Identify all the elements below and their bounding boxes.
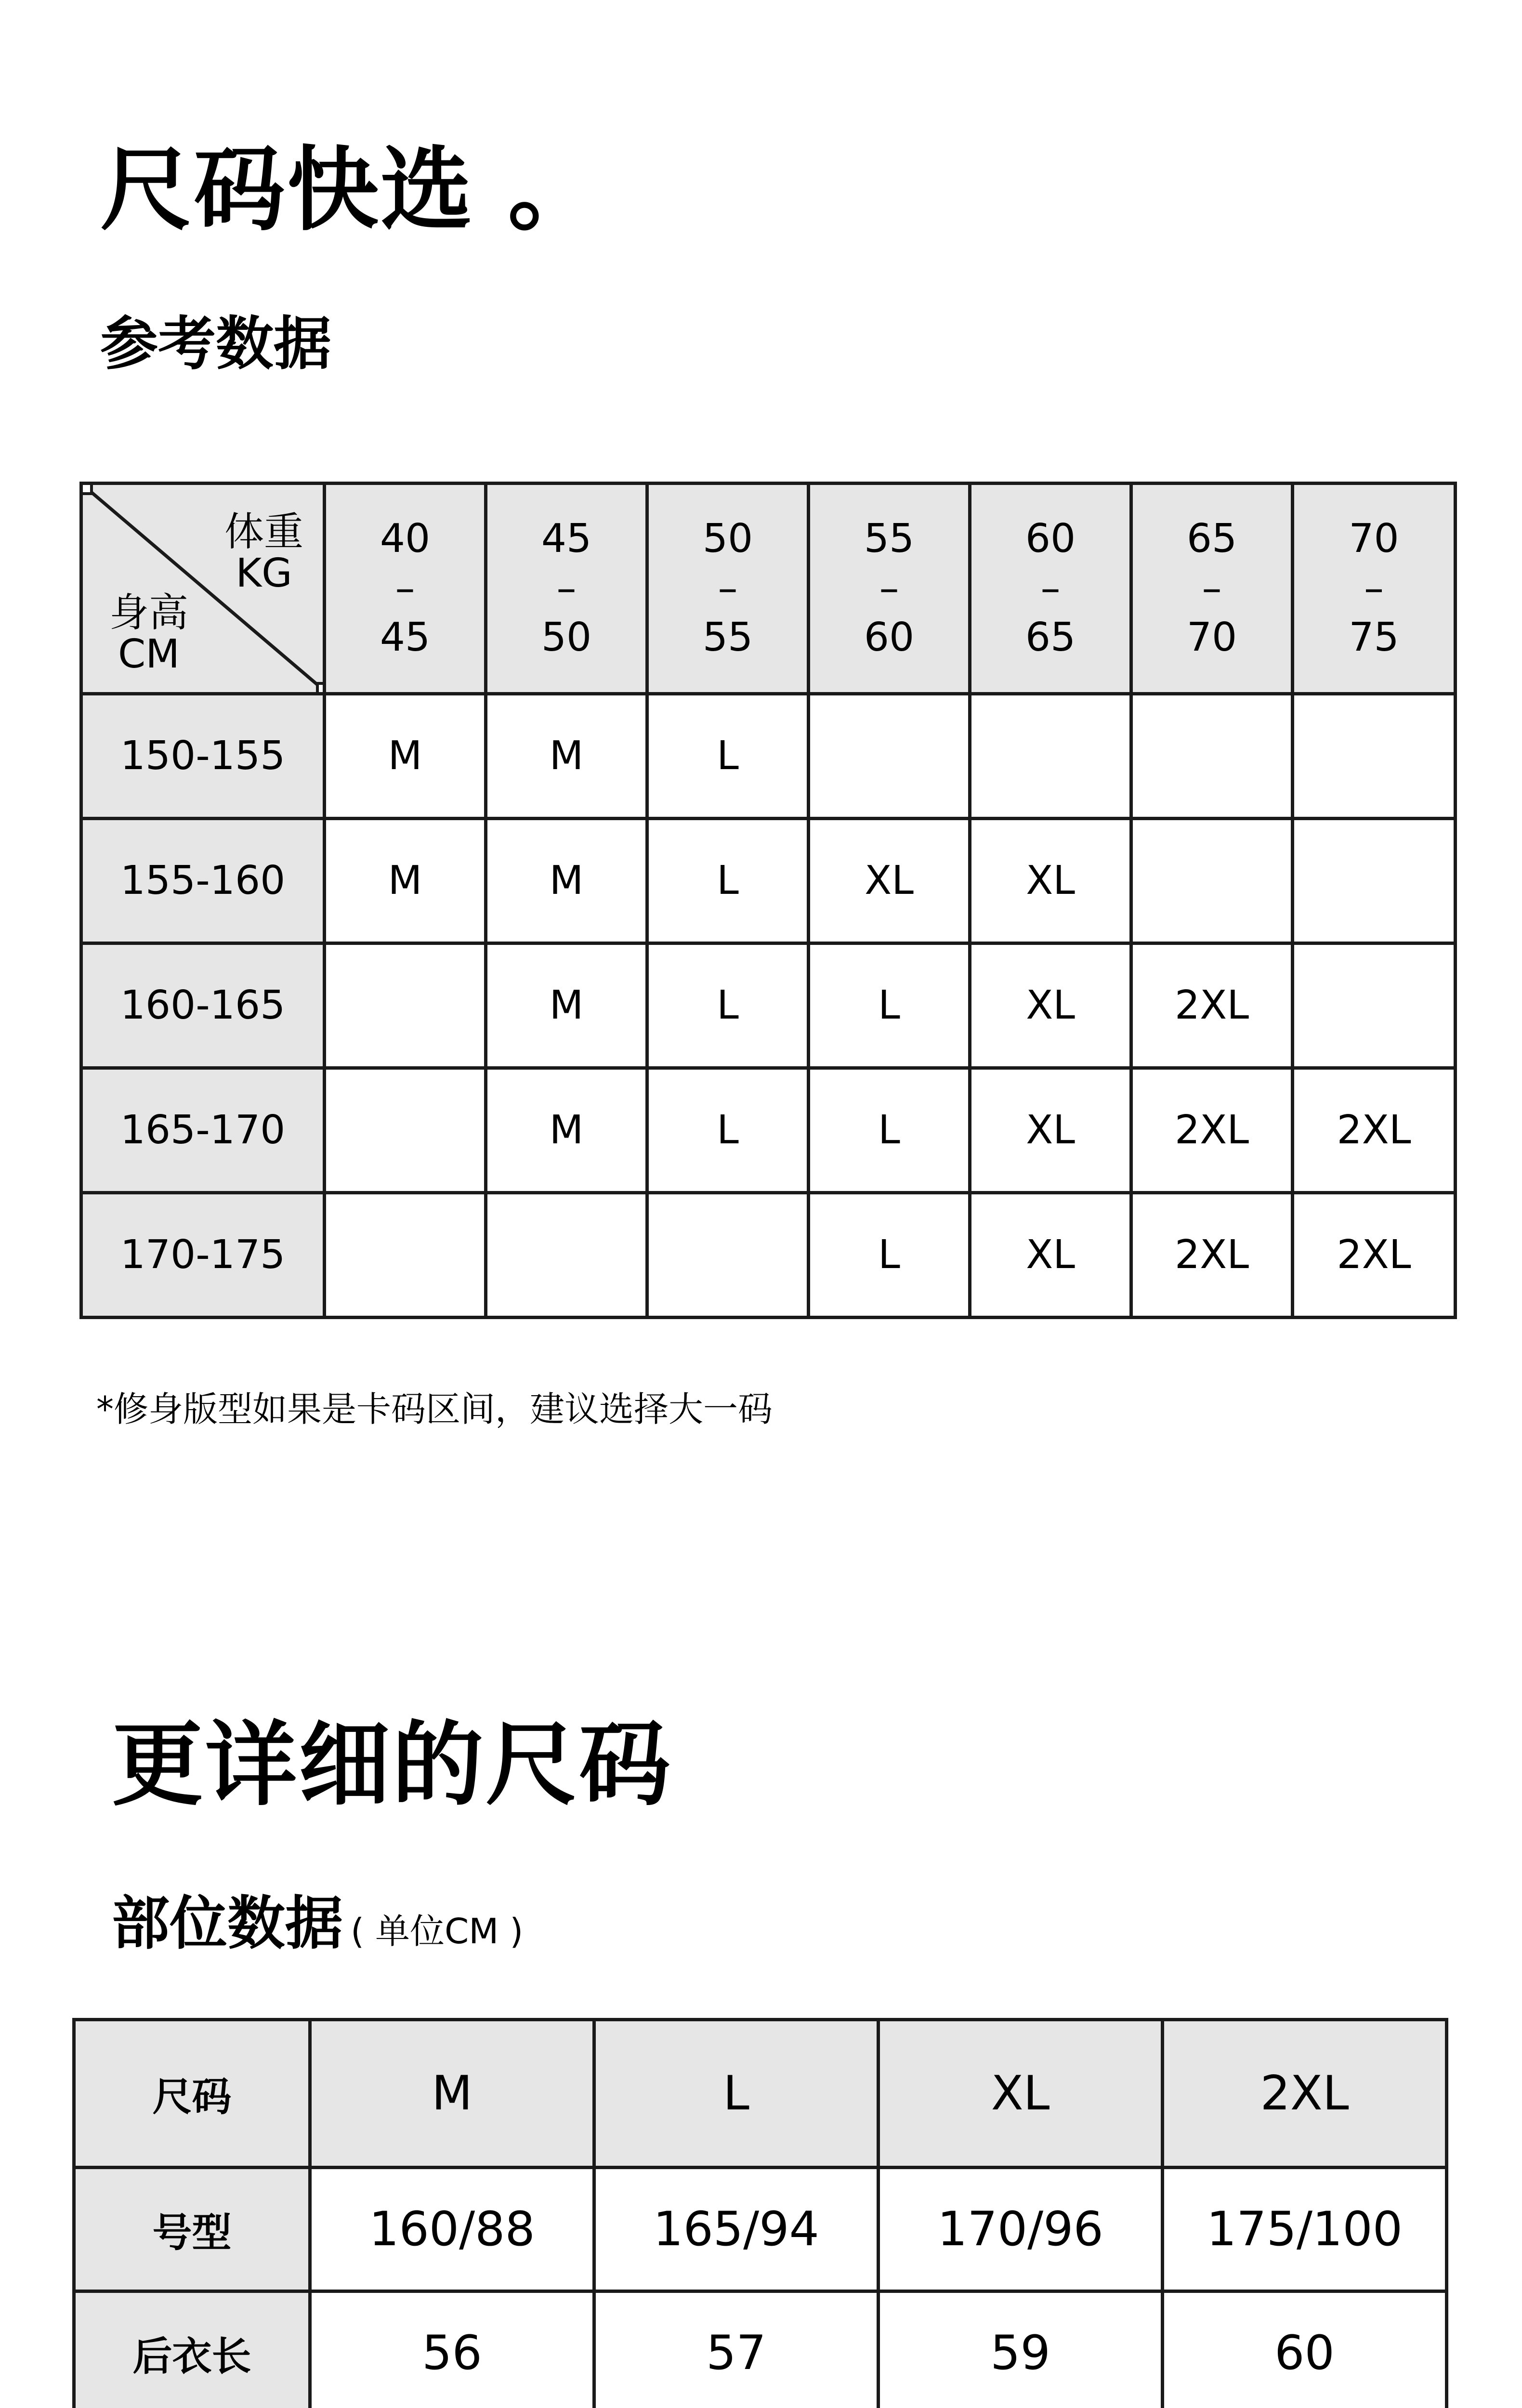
size-cell [486,1193,647,1318]
weight-range-55-60: 55 – 60 [809,484,970,694]
value-cell: 59 [879,2291,1163,2408]
size-header-label: 尺码 [74,2020,310,2168]
row-label-back-length: 后衣长 [74,2291,310,2408]
weight-range-65-70: 65 – 70 [1131,484,1293,694]
weight-range-70-75: 70 – 75 [1293,484,1456,694]
size-cell: M [486,819,647,943]
value-cell: 60 [1163,2291,1447,2408]
height-cm-label [109,589,189,677]
table-row [81,694,1456,819]
table-row [81,943,1456,1068]
size-cell: L [647,943,809,1068]
weight-label: 体重 [224,509,303,555]
corner-header-cell [81,484,325,694]
unit-note: ( 单位CM ) [351,1911,524,1951]
value-cell: 57 [594,2291,879,2408]
size-cell: M [325,819,486,943]
value-cell: 56 [310,2291,594,2408]
size-cell: XL [970,943,1131,1068]
size-cell: M [325,694,486,819]
size-cell [647,1193,809,1318]
size-cell: M [486,943,647,1068]
height-range-cell: 155-160 [81,819,325,943]
weight-range-40-45: 40 – 45 [325,484,486,694]
row-label-model: 号型 [74,2168,310,2291]
size-cell [1293,943,1456,1068]
height-label: 身高 [109,589,189,636]
size-cell [1131,694,1293,819]
size-cell [325,1068,486,1193]
size-cell: XL [809,819,970,943]
size-cell: 2XL [1293,1068,1456,1193]
size-cell: XL [970,1068,1131,1193]
page-title-size-quick-select: 尺码快选 。 [100,137,602,243]
size-header-2xl: 2XL [1163,2020,1447,2168]
size-cell: L [647,694,809,819]
size-cell: XL [970,819,1131,943]
value-cell: 175/100 [1163,2168,1447,2291]
size-cell [325,943,486,1068]
size-quick-select-table [79,482,1457,1319]
size-cell [1293,694,1456,819]
weight-header-row [81,484,1456,694]
size-cell [970,694,1131,819]
size-cell: M [486,1068,647,1193]
weight-range-50-55: 50 – 55 [647,484,809,694]
size-header-m: M [310,2020,594,2168]
size-cell: 2XL [1131,943,1293,1068]
table-row [81,1068,1456,1193]
size-cell [325,1193,486,1318]
measurement-subtitle-text: 部位数据 [112,1890,343,1957]
value-cell: 160/88 [310,2168,594,2291]
size-header-xl: XL [879,2020,1163,2168]
page-title-detailed-size: 更详细的尺码 [112,1712,673,1818]
height-range-cell: 170-175 [81,1193,325,1318]
size-cell: L [809,1068,970,1193]
weight-kg-label [224,509,303,597]
fit-advice-note: *修身版型如果是卡码区间，建议选择大一码 [96,1389,773,1429]
reference-data-subtitle: 参考数据 [100,311,331,378]
kg-unit-label: KG [236,550,292,597]
weight-range-45-50: 45 – 50 [486,484,647,694]
size-cell [1131,819,1293,943]
size-cell: L [809,1193,970,1318]
garment-measurement-table [72,2018,1448,2408]
size-cell: L [647,819,809,943]
size-cell: L [647,1068,809,1193]
table-row [81,1193,1456,1318]
size-cell: XL [970,1193,1131,1318]
size-header-l: L [594,2020,879,2168]
measurement-data-subtitle [112,1890,524,1957]
size-cell [809,694,970,819]
size-cell: 2XL [1131,1193,1293,1318]
height-range-cell: 165-170 [81,1068,325,1193]
table-row [81,819,1456,943]
cm-unit-label: CM [118,631,180,677]
height-range-cell: 160-165 [81,943,325,1068]
weight-range-60-65: 60 – 65 [970,484,1131,694]
size-cell: L [809,943,970,1068]
size-header-row [74,2020,1447,2168]
size-cell: 2XL [1131,1068,1293,1193]
value-cell: 165/94 [594,2168,879,2291]
size-cell: M [486,694,647,819]
table-row [74,2291,1447,2408]
table-row [74,2168,1447,2291]
height-range-cell: 150-155 [81,694,325,819]
value-cell: 170/96 [879,2168,1163,2291]
size-cell: 2XL [1293,1193,1456,1318]
size-cell [1293,819,1456,943]
